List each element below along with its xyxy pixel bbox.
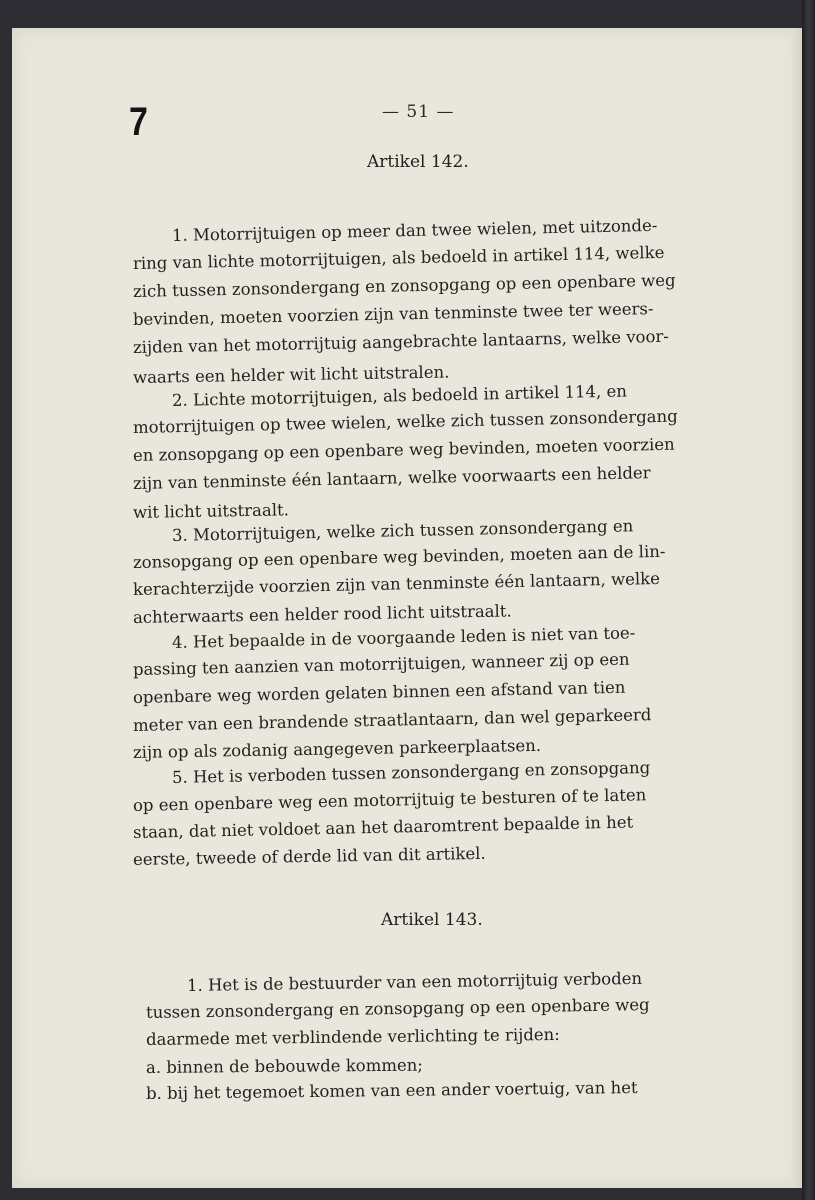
article-142-line: bevinden, moeten voorzien zijn van tenminste twee ter weers-: [132, 299, 654, 329]
article-142-line: en zonsopgang op een openbare weg bevinden, moeten voorzien: [132, 434, 675, 465]
article-142-line: 5. Het is verboden tussen zonsondergang en zonsopgang: [171, 757, 651, 787]
article-142-line: meter van een brandende straatlantaarn, dan wel geparkeerd: [132, 705, 652, 735]
article-142-line: waarts een helder wit licht uitstralen.: [132, 362, 450, 387]
article-142-line: 1. Motorrijtuigen op meer dan twee wielen, met uitzonde-: [171, 215, 658, 245]
article-142-line: eerste, tweede of derde lid van dit artikel.: [132, 843, 486, 869]
article-142-line: op een openbare weg een motorrijtuig te besturen of te laten: [132, 785, 647, 815]
article-142-line: openbare weg worden gelaten binnen een afstand van tien: [132, 677, 626, 707]
article-142-line: ring van lichte motorrijtuigen, als bedoeld in artikel 114, welke: [132, 242, 665, 273]
article-142-heading: Artikel 142.: [367, 152, 469, 172]
page-number: — 51 —: [382, 102, 455, 122]
article-142-line: wit licht uitstraalt.: [132, 500, 290, 522]
article-143-line: a. binnen de bebouwde kommen;: [145, 1055, 424, 1077]
article-142-line: motorrijtuigen op twee wielen, welke zich tussen zonsondergang: [132, 406, 678, 437]
article-142-line: zijn van tenminste één lantaarn, welke voorwaarts een helder: [132, 463, 651, 493]
article-142-line: kerachterzijde voorzien zijn van tenminste één lantaarn, welke: [132, 568, 661, 599]
article-142-line: zijden van het motorrijtuig aangebrachte lantaarns, welke voor-: [132, 326, 670, 357]
article-143-line: 1. Het is de bestuurder van een motorrijtuig verboden: [186, 968, 643, 995]
article-142-line: zich tussen zonsondergang en zonsopgang op een openbare weg: [132, 270, 676, 301]
document-page: [12, 28, 802, 1188]
article-142-line: 2. Lichte motorrijtuigen, als bedoeld in artikel 114, en: [171, 381, 628, 410]
article-143-line: daarmede met verblindende verlichting te rijden:: [145, 1024, 560, 1049]
scan-edge: [802, 0, 815, 1200]
page-marker: 7: [129, 100, 148, 144]
article-142-line: zonsopgang op een openbare weg bevinden, moeten aan de lin-: [132, 541, 666, 572]
article-142-line: staan, dat niet voldoet aan het daaromtrent bepaalde in het: [132, 812, 634, 842]
article-143-line: tussen zonsondergang en zonsopgang op een openbare weg: [145, 995, 650, 1022]
article-142-line: 3. Motorrijtuigen, welke zich tussen zonsondergang en: [171, 516, 634, 545]
article-142-line: passing ten aanzien van motorrijtuigen, wanneer zij op een: [132, 649, 630, 679]
article-142-line: achterwaarts een helder rood licht uitstraalt.: [132, 601, 512, 627]
article-142-line: 4. Het bepaalde in de voorgaande leden is niet van toe-: [171, 623, 636, 652]
page-edge: [792, 28, 802, 1188]
article-142-line: zijn op als zodanig aangegeven parkeerplaatsen.: [132, 735, 542, 762]
article-143-heading: Artikel 143.: [381, 910, 483, 930]
article-143-line: b. bij het tegemoet komen van een ander voertuig, van het: [145, 1077, 638, 1103]
